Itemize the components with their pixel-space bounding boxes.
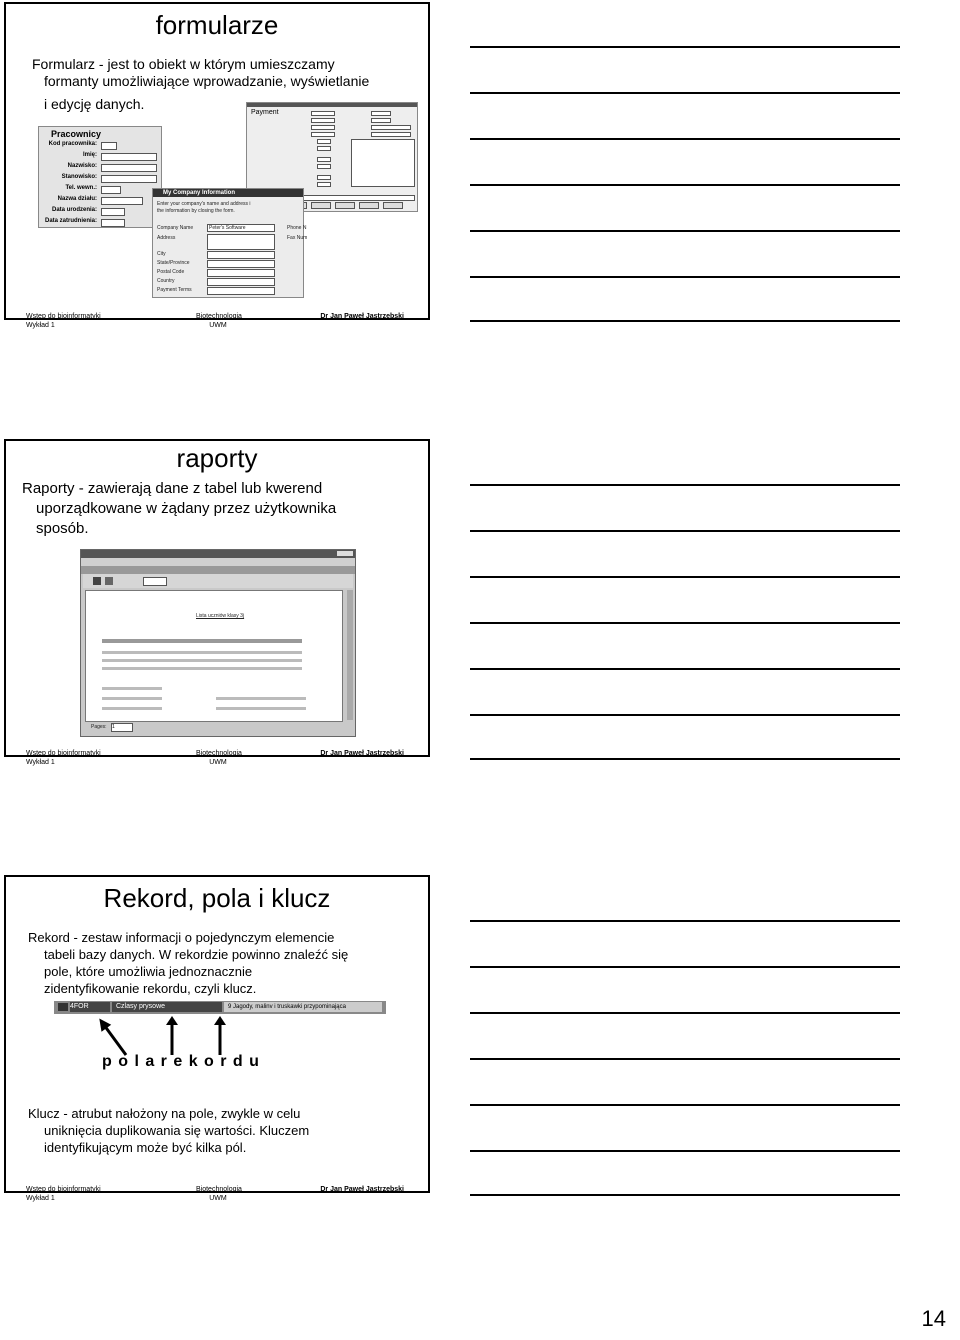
report-window [80, 549, 356, 737]
form-title: Pracownicy [51, 129, 102, 139]
record-row [54, 1001, 386, 1014]
preview-icon[interactable] [105, 577, 113, 585]
payment-list [351, 139, 415, 187]
record-field[interactable]: 9 Jagody, malinv i truskawki przypominająca [224, 1002, 382, 1012]
slide-text: Rekord - zestaw informacji o pojedynczym elemencie tabeli bazy danych. W rekordzie powinno znaleźć się pole, które umożliwia jednoznacznie zidentyfikowanie rekordu, czyli klucz. [28, 930, 349, 996]
state-field[interactable] [207, 260, 275, 268]
postal-field[interactable] [207, 269, 275, 277]
slide-title: formularze [155, 10, 279, 40]
form-field[interactable] [101, 186, 121, 194]
form-field[interactable] [101, 142, 117, 150]
company-form: My Company Information Enter your company's name and address i the information by closing the form. Company Name Peter's Software Phone N Address Fax Num City State/Province Postal Code Country Payment Terms [152, 188, 304, 298]
slide-formularze: formularze Formularz - jest to obiekt w którym umieszczamy formanty umożliwiające wprowadzanie, wyświetlanie i edycję danych. Pracownicy Kod pracownika: Imię: Nazwisko: Stanowisko: Tel. wewn.: Nazwa działu: Data urodzenia: Data zatrudnienia: Payment My Company Information Enter your company's name and address i the information by closing the form. Company Name Peter's Software Phone N Address Fax Num City State/Province Postal Code Country Payment Terms Wstęp do bioinformatyki Wykład 1 Biotechnologia UWM Dr Jan Paweł Jastrzębski [4, 2, 430, 320]
vertical-scrollbar[interactable] [347, 590, 353, 720]
form-field[interactable] [101, 219, 125, 227]
pracownicy-form: Pracownicy Kod pracownika: Imię: Nazwisko: Stanowisko: Tel. wewn.: Nazwa działu: Data urodzenia: Data zatrudnienia: [38, 126, 162, 228]
slide-text: Raporty - zawierają dane z tabel lub kwerend uporządkowane w żądany przez użytkownika sposób. [22, 480, 337, 537]
city-field[interactable] [207, 251, 275, 259]
slide-raporty: raporty Raporty - zawierają dane z tabel lub kwerend uporządkowane w żądany przez użytkownika sposób. Lista uczniów klasy 3j Pages: 1 Wstęp do bioinformatyki Wykład 1 Biotechnologia UWM Dr Jan Paweł Jastrzębski [4, 439, 430, 757]
form-field[interactable] [101, 197, 143, 205]
page-number: 14 [921, 1306, 946, 1331]
form-field[interactable] [101, 175, 157, 183]
country-field[interactable] [207, 278, 275, 286]
slide-title: raporty [176, 443, 258, 473]
zoom-select[interactable] [143, 577, 167, 586]
report-row [102, 651, 302, 654]
toolbar [83, 574, 353, 588]
form-field[interactable] [101, 208, 125, 216]
fields-label: p o l a r e k o r d u [102, 1053, 260, 1070]
slide-text: Formularz - jest to obiekt w którym umieszczamy formanty umożliwiające wprowadzanie, wyświetlanie i edycję danych. [32, 56, 370, 112]
report-page [85, 590, 343, 722]
form-field[interactable] [101, 153, 157, 161]
address-field[interactable] [207, 234, 275, 250]
form-title: Payment [251, 109, 279, 116]
page-navigator: Pages: 1 [83, 722, 183, 732]
payment-terms-field[interactable] [207, 287, 275, 295]
report-row [102, 659, 302, 662]
menu-bar [81, 558, 355, 566]
record-selector[interactable] [58, 1003, 68, 1011]
key-text: Klucz - atrubut nałożony na pole, zwykle w celu uniknięcia duplikowania się wartości. Kluczem identyfikującym może być kilka pól. [28, 1106, 310, 1155]
slide-title: Rekord, pola i klucz [103, 883, 331, 913]
report-header-row [102, 639, 302, 643]
window-controls[interactable] [337, 551, 353, 556]
company-name-field[interactable]: Peter's Software [207, 224, 275, 232]
window-titlebar [81, 550, 355, 558]
report-row [102, 667, 302, 670]
page-input[interactable]: 1 [111, 723, 133, 732]
window-titlebar: My Company Information [153, 189, 303, 197]
print-icon[interactable] [93, 577, 101, 585]
form-field[interactable] [101, 164, 157, 172]
record-field[interactable]: 4FOR [70, 1002, 110, 1012]
record-field[interactable]: Czlasy prysowe [112, 1002, 222, 1012]
inner-titlebar [81, 566, 355, 574]
report-heading: Lista uczniów klasy 3j [196, 613, 245, 619]
slide-rekord: Rekord, pola i klucz Rekord - zestaw informacji o pojedynczym elemencie tabeli bazy danych. W rekordzie powinno znaleźć się pole, które umożliwia jednoznacznie zidentyfikowanie rekordu, czyli klucz. 4FOR Czlasy prysowe 9 Jagody, malinv i truskawki przypominająca p o l a r e k o r d u Klucz - atrubut nałożony na pole, zwykle w celu uniknięcia duplikowania się wartości. Kluczem identyfikującym może być kilka pól. Wstęp do bioinformatyki Wykład 1 Biotechnologia UWM Dr Jan Paweł Jastrzębski [4, 875, 430, 1193]
